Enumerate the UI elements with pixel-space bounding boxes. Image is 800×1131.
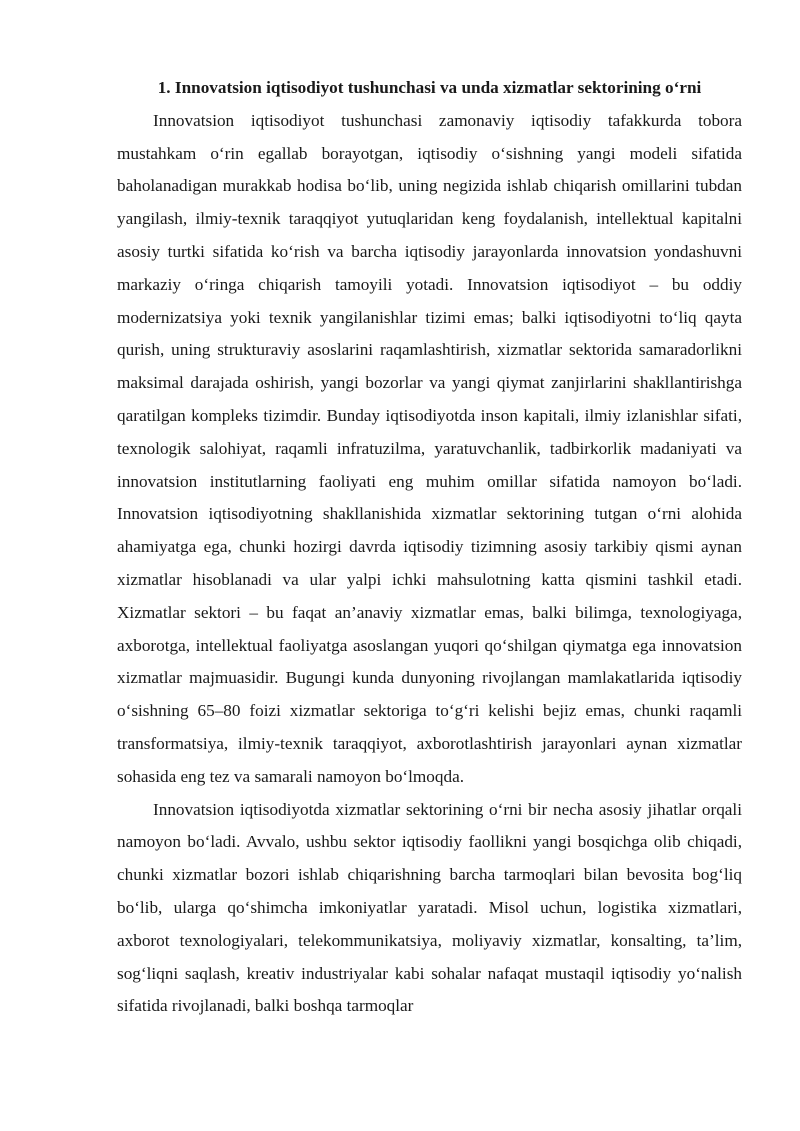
document-page	[117, 72, 742, 1023]
body-paragraph-1: Innovatsion iqtisodiyot tushunchasi zamonaviy iqtisodiy tafakkurda tobora mustahkam o‘rin egallab borayotgan, iqtisodiy o‘sishning yangi modeli sifatida baholanadigan murakkab hodisa bo‘lib, uning negizida ishlab chiqarish omillarini tubdan yangilash, ilmiy-texnik taraqqiyot yutuqlaridan keng foydalanish, intellektual kapitalni asosiy turtki sifatida ko‘rish va barcha iqtisodiy jarayonlarda innovatsion yondashuvni markaziy o‘ringa chiqarish tamoyili yotadi. Innovatsion iqtisodiyot – bu oddiy modernizatsiya yoki texnik yangilanishlar tizimi emas; balki iqtisodiyotni to‘liq qayta qurish, uning strukturaviy asoslarini raqamlashtirish, xizmatlar sektorida samaradorlikni maksimal darajada oshirish, yangi bozorlar va yangi qiymat zanjirlarini shakllantirishga qaratilgan kompleks tizimdir. Bunday iqtisodiyotda inson kapitali, ilmiy izlanishlar sifati, texnologik salohiyat, raqamli infratuzilma, yaratuvchanlik, tadbirkorlik madaniyati va innovatsion institutlarning faoliyati eng muhim omillar sifatida namoyon bo‘ladi. Innovatsion iqtisodiyotning shakllanishida xizmatlar sektorining tutgan o‘rni alohida ahamiyatga ega, chunki hozirgi davrda iqtisodiy tizimning asosiy tarkibiy qismi aynan xizmatlar hisoblanadi va ular yalpi ichki mahsulotning katta qismini tashkil etadi. Xizmatlar sektori – bu faqat an’anaviy xizmatlar emas, balki bilimga, texnologiyaga, axborotga, intellektual faoliyatga asoslangan yuqori qo‘shilgan qiymatga ega innovatsion xizmatlar majmuasidir. Bugungi kunda dunyoning rivojlangan mamlakatlarida iqtisodiy o‘sishning 65–80 foizi xizmatlar sektoriga to‘g‘ri kelishi bejiz emas, chunki raqamli transformatsiya, ilmiy-texnik taraqqiyot, axborotlashtirish jarayonlari aynan xizmatlar sohasida eng tez va samarali namoyon bo‘lmoqda.	[117, 110, 742, 786]
body-paragraph-2: Innovatsion iqtisodiyotda xizmatlar sektorining o‘rni bir necha asosiy jihatlar orqali namoyon bo‘ladi. Avvalo, ushbu sektor iqtisodiy faollikni yangi bosqichga olib chiqadi, chunki xizmatlar bozori ishlab chiqarishning barcha tarmoqlari bilan bevosita bog‘liq bo‘lib, ularga qo‘shimcha imkoniyatlar yaratadi. Misol uchun, logistika xizmatlari, axborot texnologiyalari, telekommunikatsiya, moliyaviy xizmatlar, konsalting, ta’lim, sog‘liqni saqlash, kreativ industriyalar kabi sohalar nafaqat mustaqil iqtisodiy yo‘nalish sifatida rivojlanadi, balki boshqa tarmoqlar	[117, 799, 742, 1016]
section-heading: 1. Innovatsion iqtisodiyot tushunchasi va unda xizmatlar sektorining o‘rni	[157, 78, 702, 97]
